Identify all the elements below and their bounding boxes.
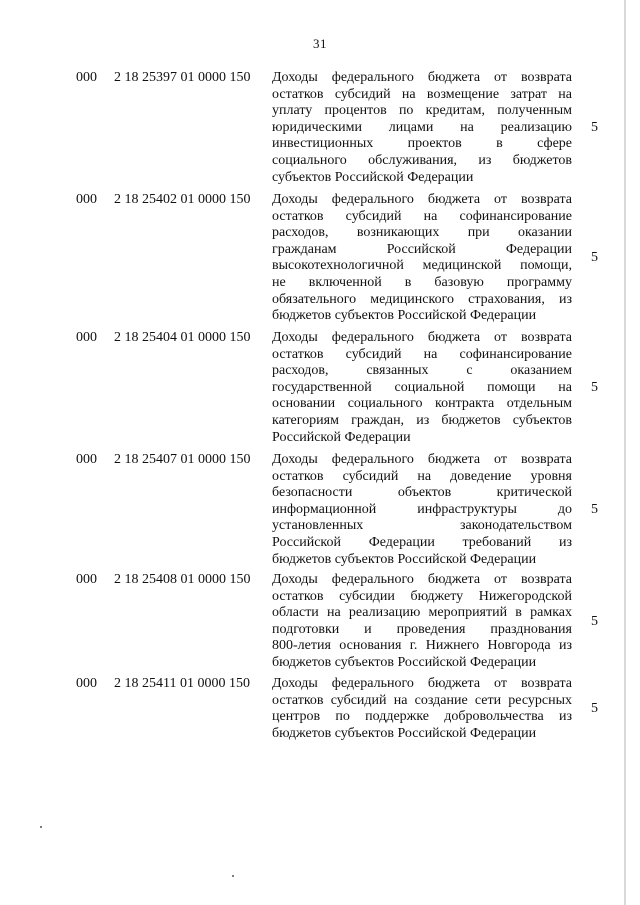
description-line: установленных законодательством [272, 518, 572, 534]
description-line: Доходы федерального бюджета от возврата [272, 192, 572, 207]
description-line: инвестиционных проектов в сфере [272, 136, 572, 152]
scan-speck [232, 875, 234, 877]
administrator-code: 000 [76, 192, 97, 207]
scan-speck [40, 826, 42, 828]
description-line: обязательного медицинского страхования, из [272, 291, 572, 307]
budget-classification-code: 2 18 25407 01 0000 150 [114, 452, 251, 467]
description-line: социального обслуживания, из бюджетов [272, 152, 572, 168]
description-line: высокотехнологичной медицинской помощи, [272, 258, 572, 274]
standard-percent-value: 5 [591, 120, 598, 135]
description-line: остатков субсидий на софинансирование [272, 346, 572, 362]
budget-classification-code: 2 18 25402 01 0000 150 [114, 192, 251, 207]
administrator-code: 000 [76, 452, 97, 467]
description-line: государственной социальной помощи на [272, 379, 572, 395]
description-line: категориям граждан, из бюджетов субъектов [272, 412, 572, 428]
description-line: остатков субсидий на доведение уровня [272, 468, 572, 484]
description-line: центров по поддержке добровольчества из [272, 709, 572, 725]
description-line: Доходы федерального бюджета от возврата [272, 452, 572, 467]
income-description [272, 676, 572, 742]
budget-classification-code: 2 18 25397 01 0000 150 [114, 70, 251, 85]
standard-percent-value: 5 [591, 502, 598, 517]
standard-percent-value: 5 [591, 701, 598, 716]
description-line: области на реализацию мероприятий в рамках [272, 605, 572, 621]
budget-classification-code: 2 18 25408 01 0000 150 [114, 572, 251, 587]
description-line: Доходы федерального бюджета от возврата [272, 572, 572, 587]
standard-percent-value: 5 [591, 614, 598, 629]
income-description [272, 192, 572, 325]
description-line: бюджетов субъектов Российской Федерации [272, 308, 537, 324]
description-line: Российской Федерации [272, 429, 411, 445]
administrator-code: 000 [76, 70, 97, 85]
description-line: расходов, связанных с оказанием [272, 363, 572, 379]
description-line: основании социального контракта отдельным [272, 396, 572, 412]
description-line: гражданам Российской Федерации [272, 241, 572, 257]
description-line: информационной инфраструктуры до [272, 501, 572, 517]
description-line: 800-летия основания г. Нижнего Новгорода из [272, 638, 572, 654]
description-line: уплату процентов по кредитам, полученным [272, 103, 572, 119]
administrator-code: 000 [76, 676, 97, 691]
description-line: Доходы федерального бюджета от возврата [272, 330, 572, 345]
description-line: бюджетов субъектов Российской Федерации [272, 654, 537, 670]
description-line: юридическими лицами на реализацию [272, 119, 572, 135]
standard-percent-value: 5 [591, 380, 598, 395]
budget-classification-code: 2 18 25411 01 0000 150 [114, 676, 250, 691]
budget-classification-code: 2 18 25404 01 0000 150 [114, 330, 251, 345]
description-line: бюджетов субъектов Российской Федерации [272, 725, 537, 741]
description-line: бюджетов субъектов Российской Федерации [272, 551, 537, 567]
description-line: расходов, возникающих при оказании [272, 225, 572, 241]
description-line: остатков субсидий на возмещение затрат на [272, 86, 572, 102]
description-line: безопасности объектов критической [272, 485, 572, 501]
description-line: Доходы федерального бюджета от возврата [272, 676, 572, 691]
description-line: остатков субсидий на софинансирование [272, 208, 572, 224]
description-line: субъектов Российской Федерации [272, 169, 474, 185]
page-number: 31 [313, 36, 327, 51]
standard-percent-value: 5 [591, 250, 598, 265]
description-line: Российской Федерации требований из [272, 534, 572, 550]
description-line: не включенной в базовую программу [272, 274, 572, 290]
income-description [272, 452, 572, 568]
income-description [272, 70, 572, 186]
description-line: Доходы федерального бюджета от возврата [272, 70, 572, 85]
scan-edge-shadow [624, 0, 626, 905]
administrator-code: 000 [76, 330, 97, 345]
description-line: подготовки и проведения празднования [272, 621, 572, 637]
income-description [272, 572, 572, 672]
description-line: остатков субсидий на создание сети ресурсных [272, 692, 572, 708]
income-description [272, 330, 572, 446]
administrator-code: 000 [76, 572, 97, 587]
description-line: остатков субсидии бюджету Нижегородской [272, 588, 572, 604]
